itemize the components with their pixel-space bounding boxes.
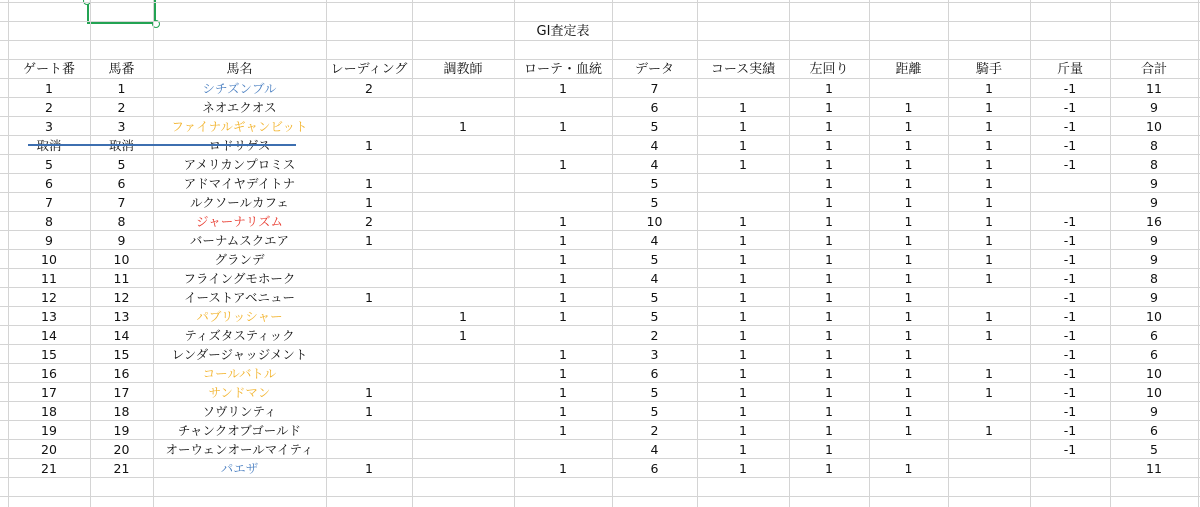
table-cell[interactable]: 1	[365, 138, 373, 153]
table-cell[interactable]: 5	[650, 309, 659, 324]
table-cell[interactable]: 11	[41, 271, 57, 286]
table-cell[interactable]: 7	[117, 195, 126, 210]
table-cell[interactable]: 1	[739, 461, 747, 476]
table-cell[interactable]: 5	[650, 176, 659, 191]
horse-name-cell[interactable]: パブリッシャー	[196, 309, 283, 324]
horse-name-cell[interactable]: コールバトル	[202, 366, 277, 381]
table-cell[interactable]: 5	[650, 385, 659, 400]
table-cell[interactable]	[412, 79, 514, 98]
table-cell[interactable]: -1	[1063, 423, 1077, 438]
table-cell[interactable]: 1	[825, 157, 833, 172]
column-header[interactable]: 合計	[1140, 62, 1167, 77]
table-cell[interactable]: 1	[559, 119, 567, 134]
table-cell[interactable]: -1	[1063, 290, 1077, 305]
table-cell[interactable]: 1	[459, 309, 467, 324]
table-cell[interactable]: 5	[117, 157, 126, 172]
table-cell[interactable]: 1	[825, 461, 833, 476]
horse-name-cell[interactable]: パエザ	[220, 461, 259, 476]
table-cell[interactable]: 1	[459, 328, 467, 343]
table-cell[interactable]: 1	[559, 423, 567, 438]
table-cell[interactable]: 1	[904, 119, 913, 134]
table-cell[interactable]: 1	[904, 347, 913, 362]
table-cell[interactable]: 1	[739, 138, 747, 153]
table-cell[interactable]	[412, 345, 514, 364]
table-cell[interactable]: 18	[41, 404, 57, 419]
table-cell[interactable]: -1	[1063, 309, 1077, 324]
table-cell[interactable]: 1	[985, 81, 993, 96]
table-cell[interactable]: 5	[650, 290, 659, 305]
table-cell[interactable]: -1	[1063, 233, 1077, 248]
table-cell[interactable]: 2	[650, 423, 659, 438]
table-cell[interactable]: 7	[650, 81, 659, 96]
table-cell[interactable]: 1	[739, 404, 747, 419]
table-cell[interactable]: 1	[365, 176, 373, 191]
table-cell[interactable]	[412, 364, 514, 383]
table-cell[interactable]: 1	[904, 404, 913, 419]
table-cell[interactable]: 17	[113, 385, 130, 400]
column-header[interactable]: 左回り	[809, 62, 849, 77]
table-cell[interactable]	[514, 98, 612, 117]
table-cell[interactable]: 1	[825, 252, 833, 267]
table-cell[interactable]: 1	[985, 157, 993, 172]
column-header[interactable]: データ	[634, 62, 674, 77]
horse-name-cell[interactable]: グランデ	[214, 252, 265, 267]
table-cell[interactable]: 6	[1150, 347, 1158, 362]
table-cell[interactable]	[326, 307, 412, 326]
table-cell[interactable]	[412, 98, 514, 117]
table-cell[interactable]	[412, 193, 514, 212]
table-cell[interactable]	[326, 326, 412, 345]
table-cell[interactable]: 1	[904, 100, 913, 115]
column-header[interactable]: 斤量	[1056, 62, 1083, 77]
table-cell[interactable]: 1	[985, 176, 993, 191]
column-header[interactable]: 騎手	[975, 62, 1002, 77]
table-cell[interactable]: 10	[41, 252, 57, 267]
horse-name-cell[interactable]: レンダージャッジメント	[171, 347, 308, 362]
table-cell[interactable]: 1	[985, 385, 993, 400]
table-cell[interactable]: 1	[739, 385, 747, 400]
table-cell[interactable]: 1	[825, 290, 833, 305]
table-cell[interactable]: 11	[113, 271, 130, 286]
table-cell[interactable]: 16	[1146, 214, 1162, 229]
column-header[interactable]: ローテ・血統	[523, 62, 602, 77]
table-cell[interactable]: 1	[904, 138, 913, 153]
table-cell[interactable]: 9	[117, 233, 126, 248]
table-cell[interactable]: 10	[113, 252, 130, 267]
table-cell[interactable]: 5	[650, 119, 659, 134]
table-cell[interactable]: 1	[825, 328, 833, 343]
column-header[interactable]: コース実績	[710, 62, 776, 77]
table-cell[interactable]: 19	[113, 423, 130, 438]
table-cell[interactable]: 1	[45, 81, 53, 96]
table-cell[interactable]: 12	[113, 290, 130, 305]
table-cell[interactable]: 10	[646, 214, 663, 229]
table-cell[interactable]: 18	[113, 404, 130, 419]
column-header[interactable]: 調教師	[443, 62, 483, 77]
table-cell[interactable]: 1	[825, 214, 833, 229]
table-cell[interactable]: 6	[650, 461, 659, 476]
table-cell[interactable]	[412, 383, 514, 402]
table-cell[interactable]	[326, 345, 412, 364]
table-cell[interactable]: 9	[1150, 195, 1158, 210]
table-cell[interactable]	[326, 421, 412, 440]
table-cell[interactable]: 2	[365, 214, 373, 229]
table-cell[interactable]: 7	[45, 195, 53, 210]
table-cell[interactable]: 1	[985, 366, 993, 381]
grid-row-line	[0, 2, 1200, 3]
table-cell[interactable]: 1	[825, 138, 833, 153]
table-cell[interactable]: 1	[559, 81, 567, 96]
table-cell[interactable]: 1	[825, 271, 833, 286]
table-cell[interactable]: 1	[559, 347, 567, 362]
table-cell[interactable]: 1	[459, 119, 467, 134]
table-cell[interactable]: 1	[559, 157, 567, 172]
horse-name-cell[interactable]: ジャーナリズム	[195, 214, 283, 229]
table-cell[interactable]: 3	[45, 119, 53, 134]
table-cell[interactable]	[412, 212, 514, 231]
table-cell[interactable]	[326, 155, 412, 174]
table-cell[interactable]: 1	[559, 214, 567, 229]
table-cell[interactable]: 8	[117, 214, 126, 229]
table-cell[interactable]: -1	[1063, 347, 1077, 362]
table-cell[interactable]: 1	[904, 328, 913, 343]
table-cell[interactable]	[326, 269, 412, 288]
table-cell[interactable]: 1	[825, 423, 833, 438]
table-cell[interactable]: 9	[45, 233, 53, 248]
table-cell[interactable]	[412, 136, 514, 155]
table-cell[interactable]	[697, 193, 789, 212]
table-cell[interactable]: 1	[825, 100, 833, 115]
table-cell[interactable]: 1	[825, 347, 833, 362]
table-cell[interactable]: 1	[365, 290, 373, 305]
table-cell[interactable]: 1	[559, 290, 567, 305]
table-cell[interactable]: 12	[41, 290, 57, 305]
table-cell[interactable]: 1	[985, 119, 993, 134]
table-cell[interactable]	[412, 459, 514, 478]
table-cell[interactable]	[412, 288, 514, 307]
table-cell[interactable]	[948, 288, 1030, 307]
table-cell[interactable]	[326, 250, 412, 269]
table-cell[interactable]	[869, 440, 948, 459]
table-cell[interactable]: 4	[650, 271, 659, 286]
table-cell[interactable]: 1	[739, 290, 747, 305]
table-cell[interactable]: 4	[650, 138, 659, 153]
table-cell[interactable]: 2	[650, 328, 659, 343]
table-cell[interactable]: 1	[365, 195, 373, 210]
table-cell[interactable]: -1	[1063, 366, 1077, 381]
table-cell[interactable]: -1	[1063, 100, 1077, 115]
column-header[interactable]: 馬名	[226, 62, 253, 77]
table-cell[interactable]: 1	[739, 119, 747, 134]
table-cell[interactable]: 1	[739, 233, 747, 248]
table-cell[interactable]: -1	[1063, 138, 1077, 153]
horse-name-cell[interactable]: フライングモホーク	[183, 271, 296, 286]
table-cell[interactable]	[326, 98, 412, 117]
table-cell[interactable]: 6	[45, 176, 53, 191]
table-cell[interactable]: 1	[559, 366, 567, 381]
table-cell[interactable]: -1	[1063, 271, 1077, 286]
table-cell[interactable]: 1	[559, 233, 567, 248]
table-cell[interactable]: 1	[559, 404, 567, 419]
table-cell[interactable]: 2	[117, 100, 126, 115]
table-cell[interactable]	[948, 459, 1030, 478]
horse-name-cell[interactable]: ルクソールカフェ	[190, 195, 289, 210]
table-cell[interactable]: 6	[117, 176, 126, 191]
table-cell[interactable]	[697, 174, 789, 193]
table-cell[interactable]: 1	[739, 309, 747, 324]
horse-name-cell[interactable]: バーナムスクエア	[189, 233, 290, 248]
table-cell[interactable]	[1030, 193, 1110, 212]
table-cell[interactable]: 1	[985, 195, 993, 210]
column-header[interactable]: 距離	[895, 62, 922, 77]
table-cell[interactable]: 1	[739, 252, 747, 267]
sheet-title[interactable]: GI査定表	[536, 24, 590, 39]
table-cell[interactable]: 1	[904, 233, 913, 248]
table-cell[interactable]: -1	[1063, 214, 1077, 229]
table-cell[interactable]: 1	[825, 81, 833, 96]
table-cell[interactable]: 2	[45, 100, 53, 115]
table-cell[interactable]: -1	[1063, 81, 1077, 96]
table-cell[interactable]: 1	[985, 214, 993, 229]
table-cell[interactable]: 2	[365, 81, 373, 96]
table-cell[interactable]: 11	[1146, 461, 1162, 476]
table-cell[interactable]	[514, 193, 612, 212]
table-cell[interactable]: 1	[825, 195, 833, 210]
table-cell[interactable]: 9	[1150, 100, 1158, 115]
table-cell[interactable]: -1	[1063, 404, 1077, 419]
table-cell[interactable]: 1	[739, 214, 747, 229]
table-cell[interactable]: 1	[904, 423, 913, 438]
horse-name-cell[interactable]: シチズンブル	[202, 81, 277, 96]
table-cell[interactable]: 1	[825, 442, 833, 457]
table-cell[interactable]: 5	[45, 157, 53, 172]
table-cell[interactable]	[948, 440, 1030, 459]
table-cell[interactable]: 1	[559, 461, 567, 476]
horse-name-cell[interactable]: ソヴリンティ	[202, 404, 277, 419]
table-cell[interactable]: 1	[739, 347, 747, 362]
table-cell[interactable]	[412, 250, 514, 269]
horse-name-cell[interactable]: ファイナルギャンビット	[171, 119, 308, 134]
table-cell[interactable]: 1	[985, 423, 993, 438]
table-cell[interactable]: 1	[365, 385, 373, 400]
table-cell[interactable]: 8	[45, 214, 53, 229]
horse-name-cell[interactable]: ネオエクオス	[202, 100, 277, 115]
horse-name-cell[interactable]: アメリカンプロミス	[183, 157, 296, 172]
grid-row-line	[0, 496, 1200, 497]
table-cell[interactable]: 5	[650, 252, 659, 267]
table-cell[interactable]: 1	[739, 157, 747, 172]
table-cell[interactable]: 1	[825, 119, 833, 134]
table-cell[interactable]: 3	[117, 119, 126, 134]
table-cell[interactable]	[514, 440, 612, 459]
table-cell[interactable]	[412, 155, 514, 174]
table-cell[interactable]: -1	[1063, 328, 1077, 343]
table-cell[interactable]: 15	[113, 347, 130, 362]
table-cell[interactable]: 1	[559, 271, 567, 286]
table-cell[interactable]: 6	[1150, 328, 1158, 343]
table-cell[interactable]: 1	[904, 176, 913, 191]
table-cell[interactable]: 8	[1150, 138, 1158, 153]
table-cell[interactable]: 10	[1146, 366, 1162, 381]
table-cell[interactable]: 1	[825, 404, 833, 419]
table-cell[interactable]	[514, 326, 612, 345]
table-cell[interactable]: 9	[1150, 404, 1158, 419]
table-cell[interactable]: 14	[113, 328, 130, 343]
table-cell[interactable]: 1	[985, 271, 993, 286]
table-cell[interactable]: 1	[904, 290, 913, 305]
table-cell[interactable]	[412, 421, 514, 440]
table-cell[interactable]: 1	[904, 214, 913, 229]
table-cell[interactable]	[326, 440, 412, 459]
table-cell[interactable]: -1	[1063, 385, 1077, 400]
table-cell[interactable]: 17	[41, 385, 57, 400]
horse-name-cell[interactable]: サンドマン	[208, 385, 271, 400]
table-cell[interactable]: 1	[825, 385, 833, 400]
table-cell[interactable]	[412, 402, 514, 421]
table-cell[interactable]: 4	[650, 157, 659, 172]
grid-column-line	[1198, 0, 1199, 507]
table-cell[interactable]: 1	[904, 309, 913, 324]
table-cell[interactable]: 1	[365, 404, 373, 419]
table-cell[interactable]: 14	[41, 328, 57, 343]
table-cell[interactable]: 1	[985, 252, 993, 267]
column-header[interactable]: 馬番	[108, 62, 135, 77]
table-cell[interactable]	[514, 174, 612, 193]
table-cell[interactable]: 1	[904, 195, 913, 210]
table-cell[interactable]: 19	[41, 423, 57, 438]
horse-name-cell[interactable]: オーウェンオールマイティ	[165, 442, 314, 457]
table-cell[interactable]: 1	[559, 385, 567, 400]
table-cell[interactable]: 8	[1150, 157, 1158, 172]
table-cell[interactable]: 6	[1150, 423, 1158, 438]
table-cell[interactable]: 1	[739, 423, 747, 438]
table-cell[interactable]: 4	[650, 442, 659, 457]
table-cell[interactable]	[412, 231, 514, 250]
table-cell[interactable]	[514, 136, 612, 155]
table-cell[interactable]: 5	[650, 195, 659, 210]
table-cell[interactable]	[869, 79, 948, 98]
table-cell[interactable]	[412, 174, 514, 193]
table-cell[interactable]: 20	[41, 442, 57, 457]
table-cell[interactable]: 1	[739, 442, 747, 457]
table-cell[interactable]: 1	[985, 138, 993, 153]
table-cell[interactable]: -1	[1063, 157, 1077, 172]
table-cell[interactable]: 9	[1150, 290, 1158, 305]
table-cell[interactable]: 4	[650, 233, 659, 248]
table-cell[interactable]: 1	[559, 252, 567, 267]
table-cell[interactable]: 5	[650, 404, 659, 419]
table-cell[interactable]: 1	[985, 100, 993, 115]
table-cell[interactable]: 1	[904, 461, 913, 476]
table-cell[interactable]: 10	[1146, 119, 1162, 134]
table-cell[interactable]: 3	[650, 347, 659, 362]
table-cell[interactable]: 1	[904, 252, 913, 267]
table-cell[interactable]	[326, 364, 412, 383]
table-cell[interactable]	[1030, 459, 1110, 478]
strikethrough-line	[28, 144, 296, 146]
table-cell[interactable]: 1	[739, 271, 747, 286]
table-cell[interactable]: 1	[985, 328, 993, 343]
table-cell[interactable]: 13	[113, 309, 130, 324]
column-header[interactable]: ゲート番	[22, 62, 75, 77]
table-cell[interactable]: 9	[1150, 233, 1158, 248]
table-cell[interactable]: 9	[1150, 176, 1158, 191]
table-cell[interactable]: -1	[1063, 119, 1077, 134]
table-cell[interactable]: 1	[559, 309, 567, 324]
table-cell[interactable]: 1	[739, 328, 747, 343]
table-cell[interactable]: 1	[985, 309, 993, 324]
table-cell[interactable]: 1	[739, 366, 747, 381]
table-cell[interactable]	[1030, 174, 1110, 193]
table-cell[interactable]: 15	[41, 347, 57, 362]
table-cell[interactable]: -1	[1063, 442, 1077, 457]
table-cell[interactable]: 5	[1150, 442, 1158, 457]
table-cell[interactable]: 21	[113, 461, 130, 476]
table-cell[interactable]: 1	[739, 100, 747, 115]
table-cell[interactable]: 16	[41, 366, 57, 381]
table-cell[interactable]: -1	[1063, 252, 1077, 267]
table-cell[interactable]: 21	[41, 461, 57, 476]
table-cell[interactable]	[412, 269, 514, 288]
table-cell[interactable]	[326, 117, 412, 136]
table-cell[interactable]	[697, 79, 789, 98]
horse-name-cell[interactable]: アドマイヤデイトナ	[183, 176, 296, 191]
table-cell[interactable]: 1	[825, 366, 833, 381]
table-cell[interactable]: 1	[904, 157, 913, 172]
table-cell[interactable]: 20	[113, 442, 130, 457]
table-cell[interactable]: 16	[113, 366, 130, 381]
table-cell[interactable]: 1	[825, 309, 833, 324]
table-cell[interactable]: 1	[904, 271, 913, 286]
table-cell[interactable]: 1	[365, 461, 373, 476]
horse-name-cell[interactable]: イーストアベニュー	[183, 290, 295, 305]
table-cell[interactable]: 1	[117, 81, 126, 96]
column-header[interactable]: レーディング	[330, 62, 408, 77]
table-cell[interactable]: 1	[985, 233, 993, 248]
table-cell[interactable]: 10	[1146, 309, 1162, 324]
table-cell[interactable]: 1	[365, 233, 373, 248]
table-cell[interactable]: 11	[1146, 81, 1162, 96]
table-cell[interactable]: 10	[1146, 385, 1162, 400]
table-cell[interactable]: 1	[825, 233, 833, 248]
table-cell[interactable]	[412, 440, 514, 459]
table-cell[interactable]: 1	[904, 385, 913, 400]
table-cell[interactable]: 1	[904, 366, 913, 381]
table-cell[interactable]	[948, 345, 1030, 364]
table-cell[interactable]	[948, 402, 1030, 421]
horse-name-cell[interactable]: チャンクオブゴールド	[177, 423, 302, 438]
table-cell[interactable]: 8	[1150, 271, 1158, 286]
horse-name-cell[interactable]: ティズタスティック	[184, 328, 295, 343]
table-cell[interactable]: 13	[41, 309, 57, 324]
table-cell[interactable]: 9	[1150, 252, 1158, 267]
table-cell[interactable]: 6	[650, 100, 659, 115]
table-cell[interactable]: 6	[650, 366, 659, 381]
table-cell[interactable]: 1	[825, 176, 833, 191]
